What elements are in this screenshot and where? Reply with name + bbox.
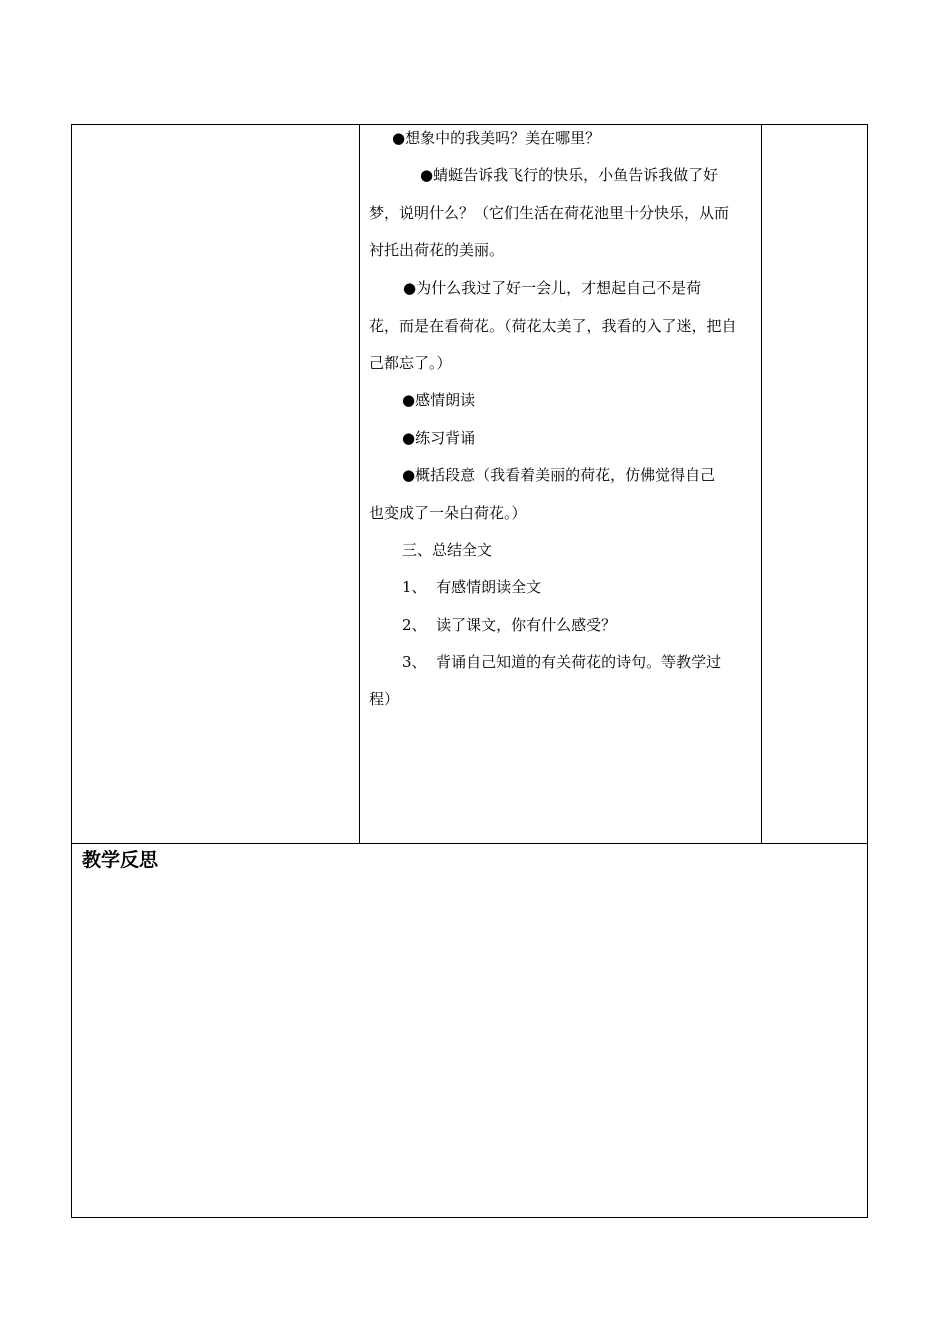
text-line: ●练习背诵 xyxy=(402,429,476,447)
text-line: 三、总结全文 xyxy=(402,541,493,559)
left-cell xyxy=(72,125,360,843)
text-line: 也变成了一朵白荷花。） xyxy=(369,504,527,522)
text-line: ●为什么我过了好一会儿，才想起自己不是荷 xyxy=(403,279,702,297)
reflection-row xyxy=(72,844,867,1217)
text-line: 2、 读了课文，你有什么感受？ xyxy=(402,616,617,634)
process-cell xyxy=(360,125,762,843)
text-line: 1、 有感情朗读全文 xyxy=(402,578,542,596)
process-row xyxy=(72,125,867,844)
reflection-title: 教学反思 xyxy=(82,849,159,871)
text-line: 衬托出荷花的美丽。 xyxy=(369,241,505,259)
text-line: ●想象中的我美吗？美在哪里？ xyxy=(392,129,601,147)
text-line: ●概括段意（我看着美丽的荷花，仿佛觉得自己 xyxy=(402,466,716,484)
text-line: 梦，说明什么？（它们生活在荷花池里十分快乐，从而 xyxy=(369,204,730,222)
text-line: ●蜻蜓告诉我飞行的快乐，小鱼告诉我做了好 xyxy=(420,166,719,184)
text-line: 3、 背诵自己知道的有关荷花的诗句。等教学过 xyxy=(402,653,722,671)
text-line: ●感情朗读 xyxy=(402,391,476,409)
text-line: 己都忘了。） xyxy=(369,354,452,372)
text-line: 花，而是在看荷花。（荷花太美了，我看的入了迷，把自 xyxy=(369,317,737,335)
right-cell xyxy=(762,125,867,843)
lesson-plan-table xyxy=(71,124,868,1218)
text-line: 程） xyxy=(369,690,400,708)
